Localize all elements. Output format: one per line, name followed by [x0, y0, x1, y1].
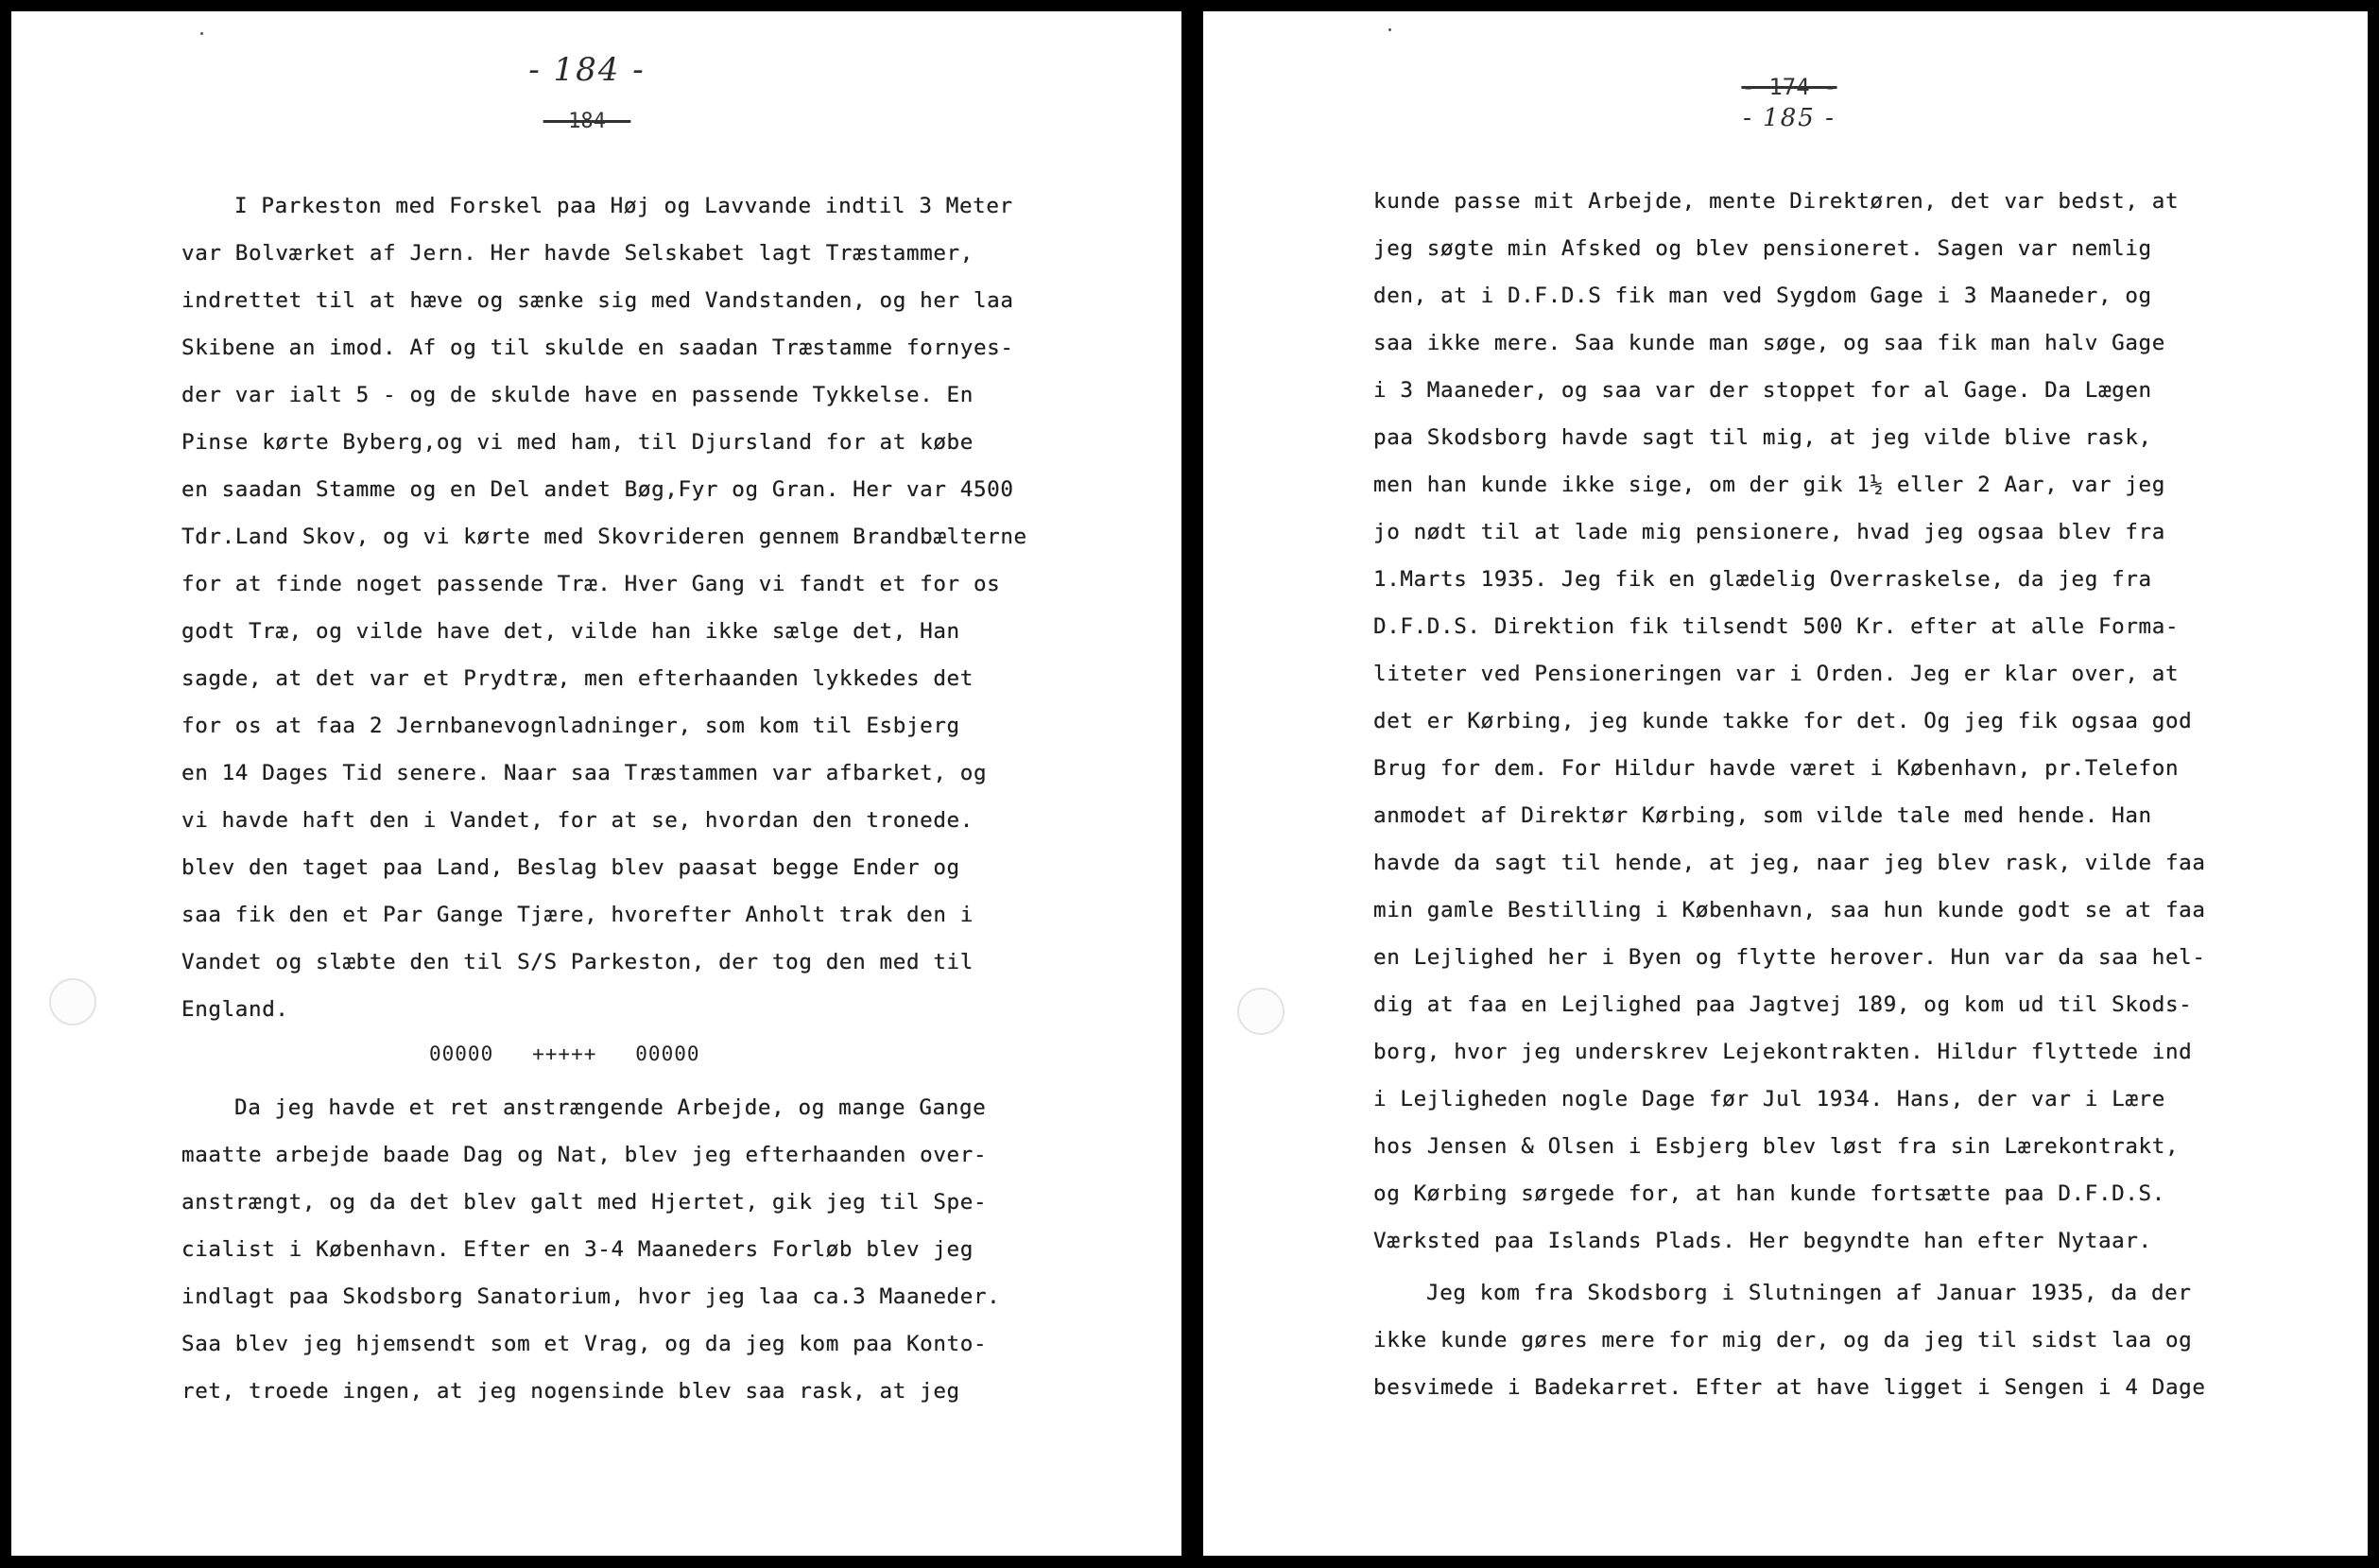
typed-line: hos Jensen & Olsen i Esbjerg blev løst fra sin Lærekontrakt, — [1373, 1134, 2180, 1159]
handwritten-page-number: - 185 - — [1743, 104, 1836, 132]
struck-page-number: - 174 - — [1741, 74, 1837, 100]
typed-line: Tdr.Land Skov, og vi kørte med Skovrideren gennem Brandbælterne — [181, 525, 1027, 549]
left-page — [11, 11, 1181, 1556]
typed-line: Da jeg havde et ret anstrængende Arbejde, og mange Gange — [234, 1095, 987, 1120]
typed-paragraph-2 — [181, 1084, 1000, 1415]
typed-line: i 3 Maaneder, og saa var der stoppet for al Gage. Da Lægen — [1373, 378, 2152, 403]
paper-speck — [200, 32, 203, 35]
typed-line: den, at i D.F.D.S fik man ved Sygdom Gage i 3 Maaneder, og — [1373, 284, 2152, 308]
typed-line: saa fik den et Par Gange Tjære, hvorefter Anholt trak den i — [181, 903, 974, 927]
typed-line: vi havde haft den i Vandet, for at se, hvordan den tronede. — [181, 808, 974, 833]
section-separator: 00000 +++++ 00000 — [429, 1042, 700, 1065]
typed-line: var Bolværket af Jern. Her havde Selskabet lagt Træstammer, — [181, 241, 974, 266]
typed-line: saa ikke mere. Saa kunde man søge, og saa fik man halv Gage — [1373, 331, 2165, 355]
typed-paragraph-1 — [1373, 178, 2206, 1265]
typed-line: i Lejligheden nogle Dage før Jul 1934. Hans, der var i Lære — [1373, 1087, 2165, 1111]
typed-line: en Lejlighed her i Byen og flytte herover. Hun var da saa hel- — [1373, 945, 2206, 970]
punch-hole-mark — [1237, 988, 1284, 1035]
typed-line: England. — [181, 997, 289, 1022]
typed-line: Vandet og slæbte den til S/S Parkeston, der tog den med til — [181, 950, 974, 974]
handwritten-page-number: - 184 - — [528, 51, 646, 89]
typed-line: en 14 Dages Tid senere. Naar saa Træstammen var afbarket, og — [181, 761, 988, 785]
typed-line: indlagt paa Skodsborg Sanatorium, hvor jeg laa ca.3 Maaneder. — [181, 1284, 1001, 1309]
typed-line: 1.Marts 1935. Jeg fik en glædelig Overraskelse, da jeg fra — [1373, 567, 2152, 592]
typed-line: paa Skodsborg havde sagt til mig, at jeg vilde blive rask, — [1373, 425, 2152, 450]
typed-line: Skibene an imod. Af og til skulde en saadan Træstamme fornyes- — [181, 336, 1014, 360]
typed-line: anmodet af Direktør Kørbing, som vilde tale med hende. Han — [1373, 803, 2152, 828]
paper-speck — [1388, 28, 1391, 31]
typed-line: maatte arbejde baade Dag og Nat, blev jeg efterhaanden over- — [181, 1143, 988, 1167]
typed-line: jeg søgte min Afsked og blev pensioneret. Sagen var nemlig — [1373, 236, 2152, 261]
typed-line: men han kunde ikke sige, om der gik 1½ eller 2 Aar, var jeg — [1373, 473, 2165, 497]
typed-line: Værksted paa Islands Plads. Her begyndte han efter Nytaar. — [1373, 1229, 2152, 1253]
typed-line: dig at faa en Lejlighed paa Jagtvej 189, og kom ud til Skods- — [1373, 992, 2193, 1017]
typed-paragraph-2 — [1373, 1269, 2206, 1411]
typed-line: besvimede i Badekarret. Efter at have ligget i Sengen i 4 Dage — [1373, 1375, 2206, 1400]
typed-line: Pinse kørte Byberg,og vi med ham, til Djursland for at købe — [181, 430, 974, 455]
typed-paragraph-1 — [181, 182, 1027, 1033]
typed-line: ret, troede ingen, at jeg nogensinde blev saa rask, at jeg — [181, 1379, 960, 1404]
typed-line: borg, hvor jeg underskrev Lejekontrakten. Hildur flyttede ind — [1373, 1040, 2193, 1064]
typed-line: blev den taget paa Land, Beslag blev paasat begge Ender og — [181, 855, 960, 880]
typed-line: kunde passe mit Arbejde, mente Direktøren, det var bedst, at — [1373, 189, 2180, 214]
right-page — [1203, 11, 2368, 1556]
typed-line: indrettet til at hæve og sænke sig med Vandstanden, og her laa — [181, 288, 1014, 313]
typed-line: og Kørbing sørgede for, at han kunde fortsætte paa D.F.D.S. — [1373, 1181, 2165, 1206]
struck-page-number: - 184 - — [543, 110, 631, 133]
typed-line: sagde, at det var et Prydtræ, men efterhaanden lykkedes det — [181, 666, 974, 691]
typed-line: Brug for dem. For Hildur havde været i København, pr.Telefon — [1373, 756, 2180, 781]
typed-line: jo nødt til at lade mig pensionere, hvad jeg ogsaa blev fra — [1373, 520, 2165, 544]
typed-line: ikke kunde gøres mere for mig der, og da jeg til sidst laa og — [1373, 1328, 2193, 1353]
punch-hole-mark — [49, 978, 96, 1025]
typed-line: I Parkeston med Forskel paa Høj og Lavvande indtil 3 Meter — [234, 194, 1013, 218]
typed-line: liteter ved Pensioneringen var i Orden. Jeg er klar over, at — [1373, 662, 2180, 686]
typed-line: cialist i København. Efter en 3-4 Maaneders Forløb blev jeg — [181, 1237, 974, 1262]
typed-line: min gamle Bestilling i København, saa hun kunde godt se at faa — [1373, 898, 2206, 922]
typed-line: det er Kørbing, jeg kunde takke for det. Og jeg fik ogsaa god — [1373, 709, 2193, 733]
typed-line: for os at faa 2 Jernbanevognladninger, som kom til Esbjerg — [181, 714, 960, 738]
typed-line: der var ialt 5 - og de skulde have en passende Tykkelse. En — [181, 383, 974, 407]
typed-line: anstrængt, og da det blev galt med Hjertet, gik jeg til Spe- — [181, 1190, 988, 1215]
typed-line: godt Træ, og vilde have det, vilde han ikke sælge det, Han — [181, 619, 960, 644]
typed-line: havde da sagt til hende, at jeg, naar jeg blev rask, vilde faa — [1373, 851, 2206, 875]
typed-line: Jeg kom fra Skodsborg i Slutningen af Januar 1935, da der — [1426, 1281, 2192, 1305]
typed-line: D.F.D.S. Direktion fik tilsendt 500 Kr. efter at alle Forma- — [1373, 614, 2180, 639]
typed-line: for at finde noget passende Træ. Hver Gang vi fandt et for os — [181, 572, 1001, 596]
typed-line: Saa blev jeg hjemsendt som et Vrag, og da jeg kom paa Konto- — [181, 1332, 988, 1356]
typed-line: en saadan Stamme og en Del andet Bøg,Fyr og Gran. Her var 4500 — [181, 477, 1014, 502]
